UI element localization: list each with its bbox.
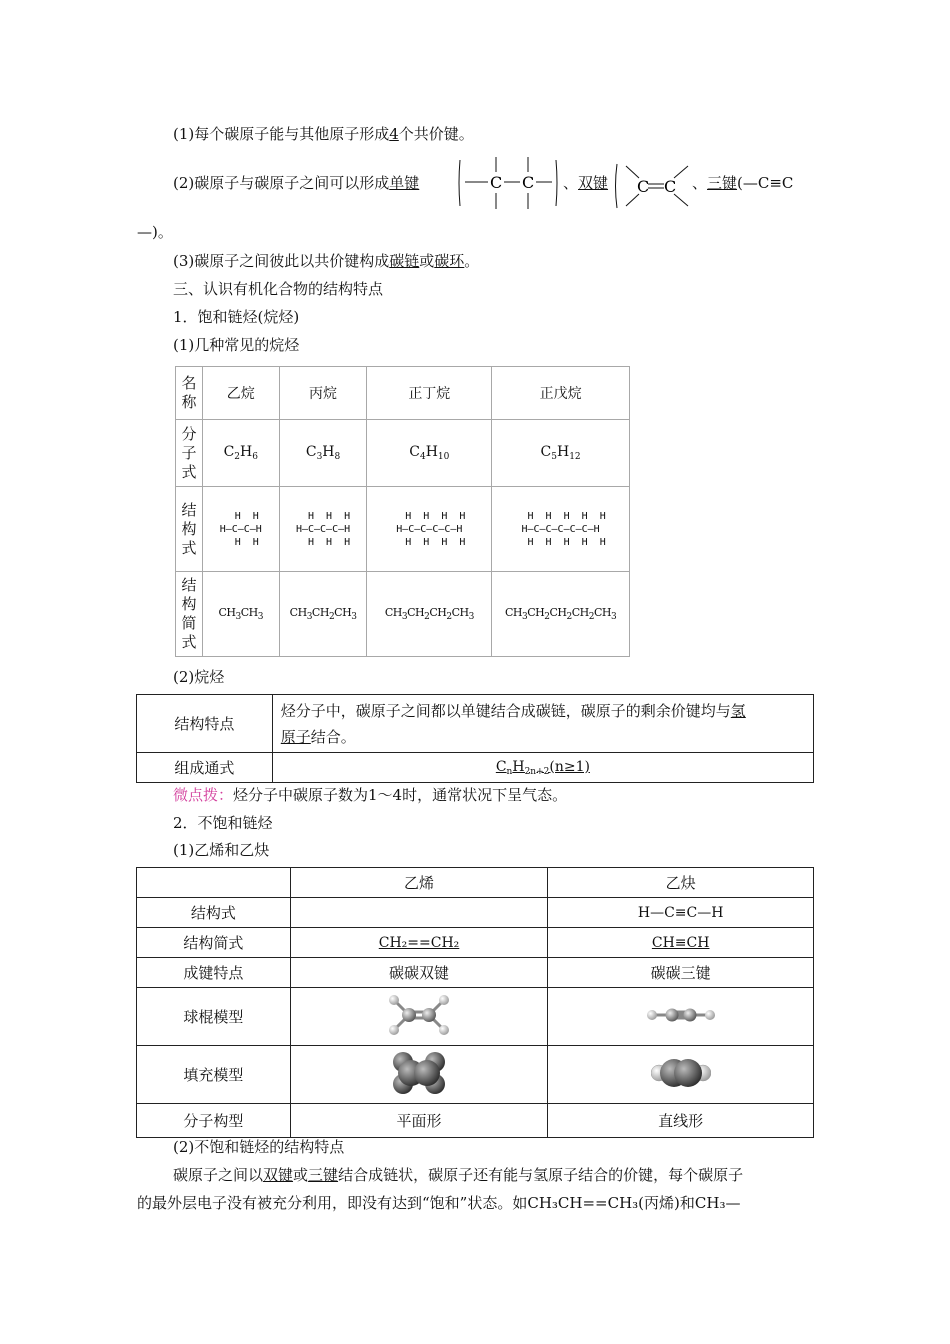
double-bond-diagram (612, 160, 692, 212)
table-row (176, 367, 630, 420)
heading-saturated: 1．饱和链烃(烷烃) (173, 308, 300, 326)
structure-feature-text: 烃分子中，碳原子之间都以单键结合成碳链，碳原子的剩余价键均与氢 原子结合。 (272, 695, 813, 753)
row-label: 填充模型 (137, 1046, 291, 1104)
svg-text:C: C (637, 177, 650, 196)
name-cell: 正丁烷 (367, 367, 492, 420)
row-label: 组成通式 (137, 753, 273, 783)
table-row (137, 898, 814, 928)
ethyne-ball-stick-image (646, 1005, 716, 1025)
structural-formula: H H H H—C—C—C—H H H H (279, 487, 367, 572)
col-header-ethyne: 乙炔 (548, 868, 814, 898)
svg-text:C: C (522, 173, 535, 192)
formula-cell: $C_2H_6$ (202, 420, 279, 487)
table-row (137, 868, 814, 898)
structural-formula: H H H H H—C—C—C—C—H H H H H (367, 487, 492, 572)
name-cell: 丙烷 (279, 367, 367, 420)
table-row (137, 1104, 814, 1138)
condensed-formula: $CH_3CH_3$ (202, 572, 279, 657)
ethyne-shape: 直线形 (548, 1104, 814, 1138)
body-paragraph-line-1: 碳原子之间以双键或三键结合成链状，碳原子还有能与氢原子结合的价键，每个碳原子 (173, 1166, 744, 1184)
alkane-properties-table (136, 694, 814, 783)
table-row (176, 572, 630, 657)
row-label: 结 构 简 式 (176, 572, 203, 657)
row-label: 分 子 式 (176, 420, 203, 487)
heading-ethene-ethyne: (1)乙烯和乙炔 (173, 841, 270, 859)
structural-formula: H H H—C—C—H H H (202, 487, 279, 572)
heading-common-alkanes: (1)几种常见的烷烃 (173, 336, 300, 354)
row-label: 结 构 式 (176, 487, 203, 572)
name-cell: 正戊烷 (492, 367, 630, 420)
condensed-formula: $CH_3CH_2CH_2CH_2CH_3$ (492, 572, 630, 657)
ethyne-structure: H—C≡C—H (548, 898, 814, 928)
table-row (137, 928, 814, 958)
structural-formula: H H H H H H—C—C—C—C—C—H H H H H H (492, 487, 630, 572)
table-row (137, 958, 814, 988)
table-row (137, 1046, 814, 1104)
row-label: 成键特点 (137, 958, 291, 988)
paragraph-2-double: 、双键 (563, 174, 609, 192)
condensed-formula: $CH_3CH_2CH_3$ (279, 572, 367, 657)
formula-cell: $C_5H_{12}$ (492, 420, 630, 487)
row-label: 球棍模型 (137, 988, 291, 1046)
condensed-formula: $CH_3CH_2CH_2CH_3$ (367, 572, 492, 657)
single-bond-diagram (458, 154, 560, 212)
ethyne-bond: 碳碳三键 (548, 958, 814, 988)
ethene-space-filling-image (389, 1050, 449, 1096)
ethene-condensed: CH₂==CH₂ (290, 928, 548, 958)
heading-unsaturated: 2．不饱和链烃 (173, 814, 273, 832)
formula-cell: $C_3H_8$ (279, 420, 367, 487)
table-row (176, 420, 630, 487)
ethyne-ball-stick-model (548, 988, 814, 1046)
ethyne-condensed: CH≡CH (548, 928, 814, 958)
paragraph-2-continuation: —)。 (137, 223, 173, 241)
ethyne-space-filling-image (651, 1053, 711, 1093)
row-label: 结构特点 (137, 695, 273, 753)
ethene-ball-stick-image (384, 993, 454, 1037)
table-row (137, 753, 814, 783)
row-label: 结构简式 (137, 928, 291, 958)
heading-alkanes: (2)烷烃 (173, 668, 225, 686)
general-formula: $C_nH_{2n+2}(n\ge 1)$ (272, 753, 813, 783)
row-label: 分子构型 (137, 1104, 291, 1138)
heading-unsaturated-structure: (2)不饱和链烃的结构特点 (173, 1138, 345, 1156)
paragraph-2: (2)碳原子与碳原子之间可以形成单键 (173, 174, 420, 192)
ethene-bond: 碳碳双键 (290, 958, 548, 988)
alkane-table (175, 366, 630, 657)
section-heading-3: 三、认识有机化合物的结构特点 (173, 280, 384, 298)
ethene-shape: 平面形 (290, 1104, 548, 1138)
formula-cell: $C_4H_{10}$ (367, 420, 492, 487)
col-header-ethene: 乙烯 (290, 868, 548, 898)
paragraph-2-triple: 、三键(—C≡C (692, 174, 794, 192)
svg-text:C: C (490, 173, 503, 192)
paragraph-3: (3)碳原子之间彼此以共价键构成碳链或碳环。 (173, 252, 480, 270)
table-row (137, 988, 814, 1046)
tip-note: 微点拨：烃分子中碳原子数为1～4时，通常状况下呈气态。 (173, 786, 568, 804)
ethyne-space-filling-model (548, 1046, 814, 1104)
row-label: 结构式 (137, 898, 291, 928)
svg-text:C: C (664, 177, 677, 196)
row-label: 名 称 (176, 367, 203, 420)
body-paragraph-line-2: 的最外层电子没有被充分利用，即没有达到“饱和”状态。如CH₃CH==CH₃(丙烯)和CH₃— (137, 1194, 741, 1212)
name-cell: 乙烷 (202, 367, 279, 420)
ethene-ethyne-table (136, 867, 814, 1138)
table-row (137, 695, 814, 753)
table-row (176, 487, 630, 572)
paragraph-1: (1)每个碳原子能与其他原子形成4个共价键。 (173, 125, 474, 143)
ethene-ball-stick-model (290, 988, 548, 1046)
ethene-space-filling-model (290, 1046, 548, 1104)
